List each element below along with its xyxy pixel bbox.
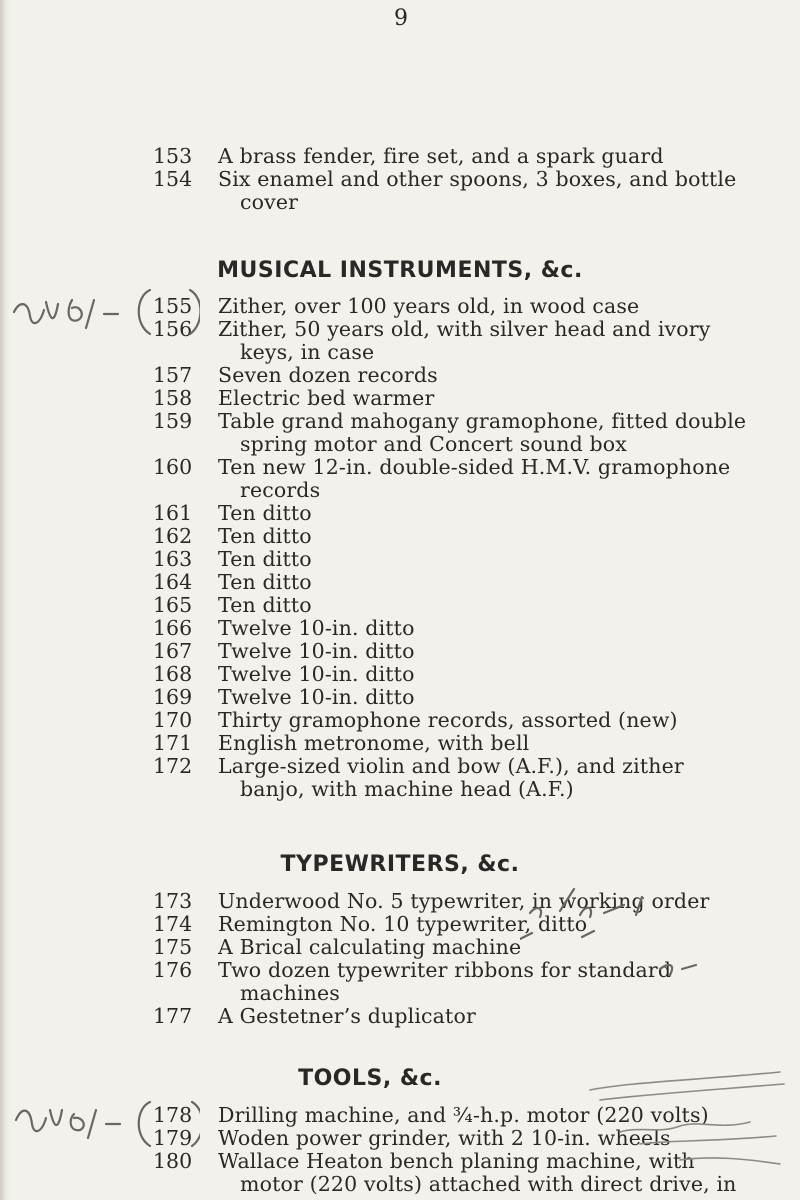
lot-number: 158: [153, 386, 193, 410]
lot-description: A Gestetner’s duplicator: [218, 1004, 476, 1028]
lot-number: 157: [153, 363, 193, 387]
lot-number: 177: [153, 1004, 193, 1028]
lot-number: 156: [153, 317, 193, 341]
lot-number: 175: [153, 935, 193, 959]
handwritten-margin-notes-typewriters: [520, 875, 720, 985]
lot-description: Ten ditto: [218, 593, 312, 617]
lot-description: Electric bed warmer: [218, 386, 435, 410]
page-edge-shadow: [0, 0, 10, 1200]
lot-description: Remington No. 10 typewriter, ditto: [218, 912, 588, 936]
section-heading-typewriters: TYPEWRITERS, &c.: [280, 852, 520, 877]
lot-number: 164: [153, 570, 193, 594]
lot-number: 163: [153, 547, 193, 571]
lot-number: 173: [153, 889, 193, 913]
lot-description: Table grand mahogany gramophone, fitted double spring motor and Concert sound box: [218, 409, 747, 456]
section-heading-musical: MUSICAL INSTRUMENTS, &c.: [217, 258, 583, 283]
lot-description: A Brical calculating machine: [218, 935, 522, 959]
lot-description: Ten ditto: [218, 524, 312, 548]
lot-number: 166: [153, 616, 193, 640]
lot-number: 159: [153, 409, 193, 433]
lot-number: 153: [153, 144, 193, 168]
lot-description: Twelve 10-in. ditto: [218, 662, 415, 686]
page-number: 9: [394, 6, 408, 31]
handwritten-price-annotation-155: [10, 280, 200, 340]
handwritten-price-annotation-179: [10, 1080, 200, 1150]
lot-description: Six enamel and other spoons, 3 boxes, and bottle cover: [218, 167, 737, 214]
lot-number: 179: [153, 1126, 193, 1150]
lot-description: Wallace Heaton bench planing machine, with motor (220 volts) attached with direct drive, in: [218, 1149, 737, 1196]
lot-number: 169: [153, 685, 193, 709]
lot-number: 172: [153, 754, 193, 778]
lot-description: Ten ditto: [218, 547, 312, 571]
lot-number: 170: [153, 708, 193, 732]
lot-number: 167: [153, 639, 193, 663]
lot-description: Underwood No. 5 typewriter, in working order: [218, 889, 710, 913]
lot-number: 178: [153, 1103, 193, 1127]
lot-number: 174: [153, 912, 193, 936]
lot-number: 162: [153, 524, 193, 548]
lot-description: English metronome, with bell: [218, 731, 530, 755]
lot-description: Large-sized violin and bow (A.F.), and zither banjo, with machine head (A.F.): [218, 754, 684, 801]
lot-description: Ten ditto: [218, 570, 312, 594]
lot-description: Thirty gramophone records, assorted (new): [218, 708, 678, 732]
lot-description: Twelve 10-in. ditto: [218, 616, 415, 640]
lot-description: Two dozen typewriter ribbons for standard machines: [218, 958, 672, 1005]
lot-description: Zither, over 100 years old, in wood case: [218, 294, 640, 318]
lot-description: Twelve 10-in. ditto: [218, 685, 415, 709]
lot-description: Ten new 12-in. double-sided H.M.V. gramophone records: [218, 455, 731, 502]
lot-description: Ten ditto: [218, 501, 312, 525]
lot-description: Woden power grinder, with 2 10-in. wheels: [218, 1126, 671, 1150]
lot-number: 168: [153, 662, 193, 686]
lot-description: Zither, 50 years old, with silver head and ivory keys, in case: [218, 317, 711, 364]
lot-number: 176: [153, 958, 193, 982]
section-heading-tools: TOOLS, &c.: [298, 1066, 442, 1091]
lot-number: 161: [153, 501, 193, 525]
lot-number: 165: [153, 593, 193, 617]
lot-number: 154: [153, 167, 193, 191]
lot-number: 160: [153, 455, 193, 479]
lot-description: Seven dozen records: [218, 363, 438, 387]
lot-description: A brass fender, fire set, and a spark guard: [218, 144, 664, 168]
lot-number: 171: [153, 731, 193, 755]
handwritten-margin-notes-tools: [580, 1060, 790, 1180]
lot-description: Drilling machine, and ¾-h.p. motor (220 volts): [218, 1103, 709, 1127]
lot-description: Twelve 10-in. ditto: [218, 639, 415, 663]
lot-number: 155: [153, 294, 193, 318]
lot-number: 180: [153, 1149, 193, 1173]
